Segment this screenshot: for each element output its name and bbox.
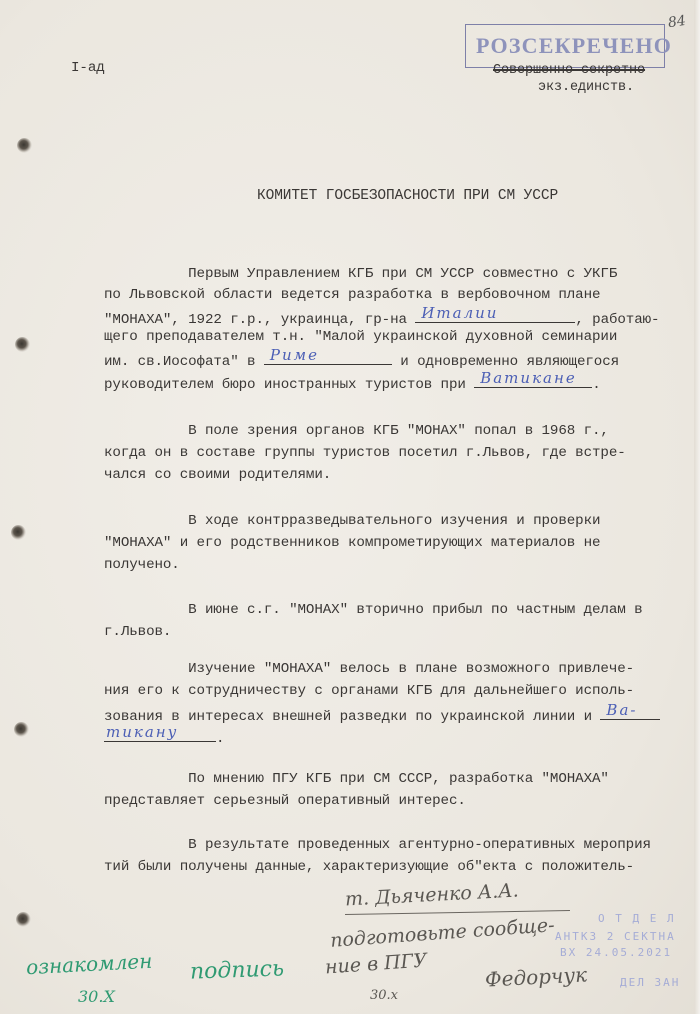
classification-struck: Совершенно секретно: [493, 63, 646, 78]
resolution-addressee: т. Дьяченко А.А.: [344, 879, 520, 911]
paragraph-1-line-5: [104, 346, 620, 370]
binder-hole: [17, 138, 32, 153]
fill-blank-institution: [474, 369, 592, 388]
typed-text: .: [216, 731, 225, 747]
paragraph-2-line-2: когда он в составе группы туристов посетил г.Львов, где встре-: [104, 445, 626, 461]
paragraph-3-line-3: получено.: [104, 557, 180, 573]
typed-text: зования в интересах внешней разведки по украинской линии и: [104, 709, 601, 725]
registration-stamp-line: ВХ 24.05.2021: [560, 946, 673, 959]
typed-text: .: [592, 377, 601, 393]
resolution-instruction-1: подготовьте сообще-: [329, 914, 556, 952]
fill-blank-vatican-2: [104, 723, 216, 742]
paragraph-4-line-2: г.Львов.: [104, 624, 172, 640]
handwritten-vatican-2: тикану: [106, 723, 179, 741]
green-date: 30.Х: [78, 987, 115, 1006]
page-number-mark: 84: [666, 12, 687, 32]
resolution-instruction-2: ние в ПГУ: [324, 949, 428, 979]
paragraph-5-line-4: [104, 723, 225, 747]
paragraph-1-line-2: по Львовской области ведется разработка в вербовочном плане: [104, 287, 601, 303]
declassified-stamp: РОЗСЕКРЕЧЕНО: [476, 33, 673, 58]
paragraph-6-line-1: По мнению ПГУ КГБ при СМ СССР, разработка "МОНАХА": [104, 771, 609, 787]
resolution-date: 30.х: [370, 988, 399, 1003]
typed-text: , работаю-: [575, 312, 660, 328]
registration-stamp-line: ДЕЛ ЗАН: [620, 976, 681, 989]
fill-blank-citizenship: [415, 304, 575, 323]
typed-text: "МОНАХА", 1922 г.р., украинца, гр-на: [104, 312, 416, 328]
typed-text: и одновременно являющегося: [391, 354, 620, 370]
paragraph-3-line-2: "МОНАХА" и его родственников компрометирующих материалов не: [104, 535, 601, 551]
document-title: КОМИТЕТ ГОСБЕЗОПАСНОСТИ ПРИ СМ УССР: [257, 188, 559, 204]
paragraph-5-line-3: [104, 701, 660, 725]
copy-note: экз.единств.: [538, 80, 635, 95]
paragraph-1-line-3: [104, 304, 660, 328]
green-note: ознакомлен: [25, 948, 153, 980]
paragraph-2-line-3: чался со своими родителями.: [104, 467, 332, 483]
paragraph-5-line-2: ния его к сотрудничеству с органами КГБ для дальнейшего исполь-: [104, 683, 635, 699]
paragraph-1-line-4: щего преподавателем т.н. "Малой украинской духовной семинарии: [104, 329, 618, 345]
binder-hole: [11, 525, 26, 540]
resolution-signature: Федорчук: [484, 962, 588, 992]
typed-text: руководителем бюро иностранных туристов при: [104, 377, 475, 393]
paragraph-7-line-2: тий были получены данные, характеризующие об"екта с положитель-: [104, 859, 635, 875]
green-signature: подпись: [189, 956, 285, 985]
typed-text: им. св.Иософата" в: [104, 354, 264, 370]
handwritten-institution: Ватикане: [480, 369, 577, 387]
binder-hole: [16, 912, 31, 927]
handwritten-city: Риме: [269, 346, 319, 364]
binder-hole: [14, 722, 29, 737]
page-edge: [694, 0, 700, 1014]
binder-hole: [15, 337, 30, 352]
reference-code: I-ад: [71, 60, 105, 76]
paragraph-6-line-2: представляет серьезный оперативный интерес.: [104, 793, 466, 809]
handwritten-vatican-1: Ва-: [606, 701, 638, 719]
paragraph-1-line-1: Первым Управлением КГБ при СМ УССР совместно с УКГБ: [104, 266, 618, 282]
fill-blank-city: [264, 346, 392, 365]
registration-stamp-line: О Т Д Е Л: [598, 912, 676, 925]
fill-blank-vatican-1: [600, 701, 660, 720]
registration-stamp-line: АНТКЗ 2 СЕКТНА: [555, 930, 676, 943]
paragraph-4-line-1: В июне с.г. "МОНАХ" вторично прибыл по частным делам в: [104, 602, 643, 618]
paragraph-7-line-1: В результате проведенных агентурно-оперативных мероприя: [104, 837, 651, 853]
handwritten-citizenship: Италии: [421, 304, 499, 322]
paragraph-3-line-1: В ходе контрразведывательного изучения и проверки: [104, 513, 601, 529]
paragraph-1-line-6: [104, 369, 601, 393]
paragraph-5-line-1: Изучение "МОНАХА" велось в плане возможного привлече-: [104, 661, 635, 677]
paragraph-2-line-1: В поле зрения органов КГБ "МОНАХ" попал в 1968 г.,: [104, 423, 609, 439]
pencil-underline: [345, 910, 570, 915]
